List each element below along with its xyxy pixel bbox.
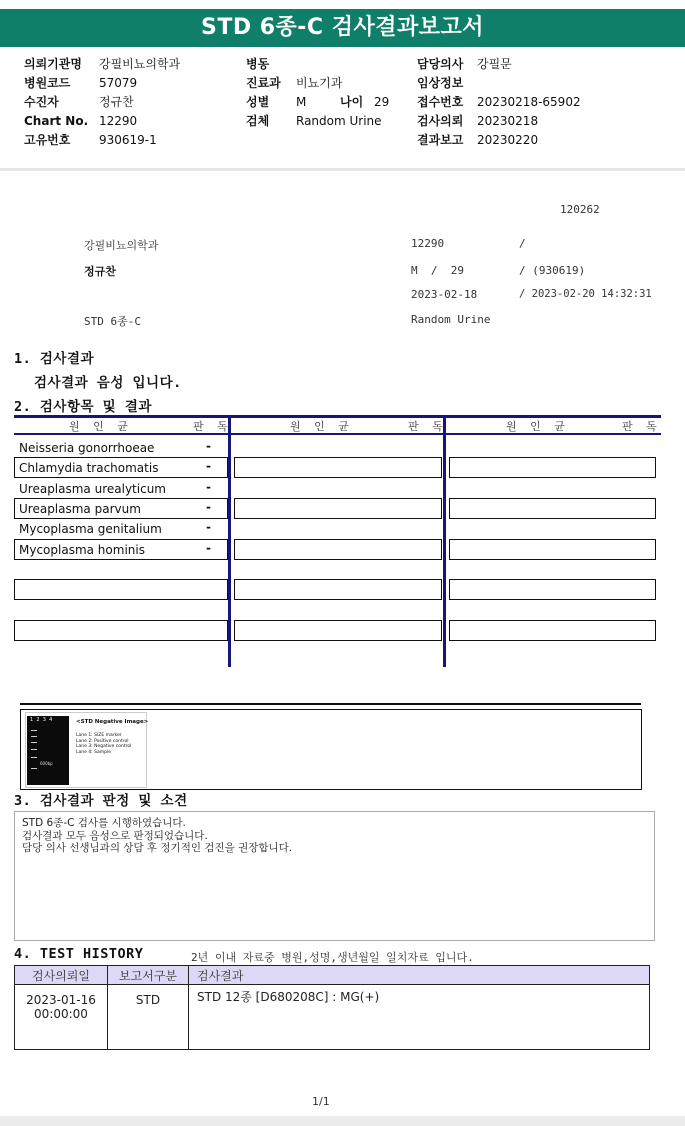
report-sex-age: M / 29 xyxy=(411,264,464,277)
empty-row-box xyxy=(234,498,442,519)
history-time: 00:00:00 xyxy=(34,1007,88,1021)
report-code: 120262 xyxy=(560,203,600,216)
header-row: 검사의뢰 20230218 xyxy=(417,114,539,128)
organism-name: Ureaplasma urealyticum xyxy=(19,482,166,496)
section-rule xyxy=(20,703,641,705)
col-header-organism: 원 인 균 xyxy=(506,420,570,433)
gel-legend-line: Lane 2: Positive control xyxy=(76,738,129,744)
column-divider xyxy=(443,415,446,667)
header-col3 xyxy=(417,55,581,150)
col-header-result: 판 독 xyxy=(622,420,662,433)
gel-legend-line: Lane 3: Negative control xyxy=(76,744,132,749)
col-header-organism: 원 인 균 xyxy=(69,420,133,433)
page-number: 1/1 xyxy=(312,1095,330,1108)
gel-legend xyxy=(76,733,131,755)
gel-band-label: 600bp xyxy=(40,761,53,766)
empty-row-box xyxy=(234,579,442,600)
gel-legend-line: Lane 1: SIZE marker xyxy=(76,733,122,738)
history-type: STD xyxy=(108,985,189,1050)
history-col-header: 검사의뢰일 xyxy=(15,966,108,985)
organism-result: - xyxy=(206,520,211,534)
organism-name: Mycoplasma hominis xyxy=(19,543,145,557)
history-date: 2023-01-16 xyxy=(26,993,96,1007)
report-request-date: 2023-02-18 xyxy=(411,288,478,301)
section3-heading: 3. 검사결과 판정 및 소견 xyxy=(14,793,188,809)
report-chart: 12290 xyxy=(411,237,445,250)
empty-row-box xyxy=(14,620,228,641)
empty-row-box xyxy=(234,539,442,560)
header-row: 검체 Random Urine xyxy=(246,114,382,128)
empty-row-box xyxy=(234,620,442,641)
age-value: 29 xyxy=(374,95,390,109)
col-header-result: 판 독 xyxy=(408,420,448,433)
history-date-cell xyxy=(15,985,108,1050)
header-row: 진료과 비뇨기과 xyxy=(246,76,343,90)
header-row: 성별 M 나이 29 xyxy=(246,93,389,112)
remarks-box xyxy=(14,811,655,941)
header-row: 병원코드 57079 xyxy=(24,76,138,90)
history-col-header: 검사결과 xyxy=(189,966,650,985)
organism-name: Mycoplasma genitalium xyxy=(19,522,162,536)
empty-row-box xyxy=(14,579,228,600)
header-row: 임상정보 xyxy=(417,76,464,90)
gel-band xyxy=(31,749,37,750)
section1-heading: 1. 검사결과 xyxy=(14,351,95,367)
empty-row-box xyxy=(449,457,656,478)
report-specimen: Random Urine xyxy=(411,313,491,326)
report-birth: / (930619) xyxy=(519,264,586,277)
footer-bar xyxy=(0,1116,685,1126)
gel-band xyxy=(31,742,37,743)
organism-result: - xyxy=(206,439,211,453)
table-row xyxy=(15,985,650,1050)
empty-row-box xyxy=(449,498,656,519)
report-name: 정규찬 xyxy=(84,265,116,278)
gel-band xyxy=(31,757,37,758)
header-row: 접수번호 20230218-65902 xyxy=(417,95,581,109)
remarks-line: 검사결과 모두 음성으로 판정되었습니다. xyxy=(22,829,208,842)
organism-result: - xyxy=(206,459,211,473)
header-col2 xyxy=(246,55,389,131)
report-clinic: 강필비뇨의학과 xyxy=(84,239,159,252)
empty-row-box xyxy=(449,539,656,560)
header-col1 xyxy=(24,55,180,150)
report-datetime: / 2023-02-20 14:32:31 xyxy=(519,288,652,300)
section2-heading: 2. 검사항목 및 결과 xyxy=(14,399,152,415)
remarks-line: STD 6종-C 검사를 시행하였습니다. xyxy=(22,817,186,829)
history-col-header: 보고서구분 xyxy=(108,966,189,985)
header-row: 결과보고 20230220 xyxy=(417,133,539,147)
report-title: STD 6종-C 검사결과보고서 xyxy=(0,9,685,47)
header-row: 담당의사 강필문 xyxy=(417,57,512,71)
organism-name: Ureaplasma parvum xyxy=(19,502,141,516)
gel-band xyxy=(31,768,37,769)
gel-image-card xyxy=(25,712,147,788)
organism-name: Chlamydia trachomatis xyxy=(19,461,159,475)
history-result: STD 12종 [D680208C] : MG(+) xyxy=(189,985,650,1050)
section1-summary: 검사결과 음성 입니다. xyxy=(34,375,182,391)
history-table xyxy=(14,965,650,1050)
header-row: 수진자 정규찬 xyxy=(24,95,134,109)
organism-result: - xyxy=(206,500,211,514)
header-divider xyxy=(0,168,685,171)
gel-legend-line: Lane 4: Sample xyxy=(76,749,111,755)
remarks-line: 담당 의사 선생님과의 상담 후 정기적인 검진을 권장합니다. xyxy=(22,842,293,854)
history-note: 2년 이내 자료중 병원,성명,생년월일 일치자료 입니다. xyxy=(191,951,474,964)
gel-title: <STD Negative Image> xyxy=(76,719,149,725)
empty-row-box xyxy=(449,579,656,600)
gel-lane-numbers: 1 2 3 4 xyxy=(30,717,53,723)
report-slash: / xyxy=(519,237,526,250)
col-header-result: 판 독 xyxy=(193,420,233,433)
empty-row-box xyxy=(449,620,656,641)
column-divider xyxy=(228,415,231,667)
empty-row-box xyxy=(234,457,442,478)
gel-band xyxy=(31,736,37,737)
organism-result: - xyxy=(206,480,211,494)
header-row: 병동 xyxy=(246,57,270,71)
header-row: Chart No. 12290 xyxy=(24,114,138,128)
header-row: 의뢰기관명 강필비뇨의학과 xyxy=(24,57,181,71)
col-header-organism: 원 인 균 xyxy=(290,420,354,433)
organism-result: - xyxy=(206,541,211,555)
section4-heading: 4. TEST HISTORY xyxy=(14,946,144,962)
report-test-name: STD 6종-C xyxy=(84,315,141,328)
organism-name: Neisseria gonorrhoeae xyxy=(19,441,155,455)
gel-image xyxy=(27,716,69,785)
gel-band xyxy=(31,730,37,731)
age-label: 나이 xyxy=(340,95,364,109)
header-row: 고유번호 930619-1 xyxy=(24,133,157,147)
